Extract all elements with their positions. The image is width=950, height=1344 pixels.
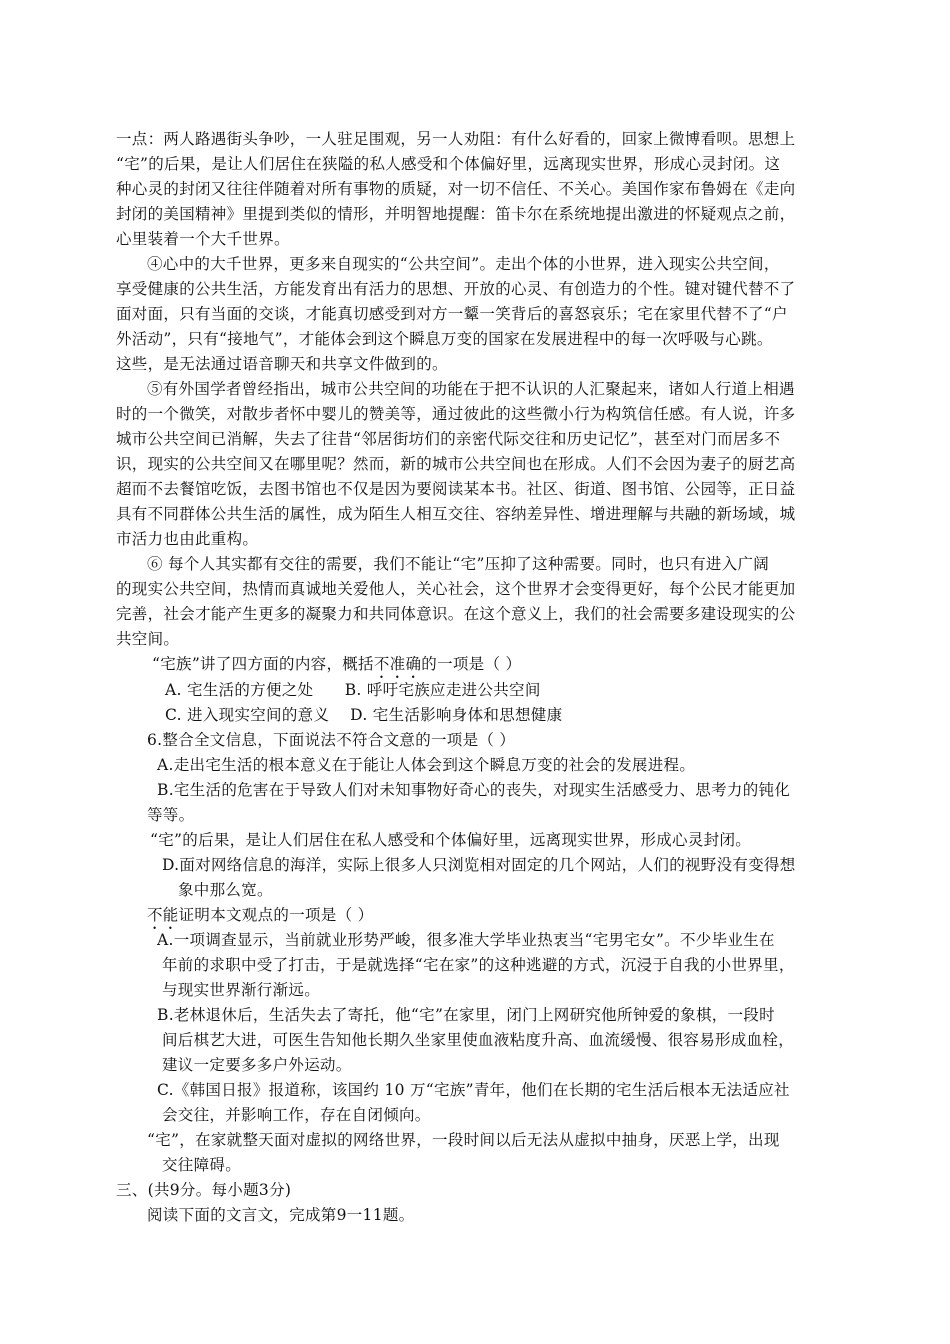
- question-6-option-c: “宅”的后果，是让人们居住在私人感受和个体偏好里，远离现实世界，形成心灵封闭。: [150, 831, 752, 849]
- question-7-option-a-cont: 与现实世界渐行渐远。: [162, 981, 321, 999]
- paragraph-line: ⑥ 每个人其实都有交往的需要，我们不能让“宅”压抑了这种需要。同时，也只有进入广阔: [147, 555, 770, 573]
- paragraph-line: 面对面，只有当面的交谈，才能真切感受到对方一颦一笑背后的喜怒哀乐；宅在家里代替不了“户: [116, 305, 788, 323]
- question-7-option-c: C.《韩国日报》报道称，该国约 10 万“宅族”青年，他们在长期的宅生活后根本无法适应社: [157, 1081, 790, 1099]
- paragraph-line: “宅”的后果，是让人们居住在狭隘的私人感受和个体偏好里，远离现实世界，形成心灵封闭。这: [116, 155, 781, 173]
- paragraph-line: ⑤有外国学者曾经指出，城市公共空间的功能在于把不认识的人汇聚起来，诸如人行道上相遇: [147, 380, 795, 398]
- question-6-option-a: A.走出宅生活的根本意义在于能让人体会到这个瞬息万变的社会的发展进程。: [157, 756, 696, 774]
- question-7-option-b-cont: 建议一定要多多户外运动。: [162, 1056, 352, 1074]
- question-7-option-c-cont: 会交往，并影响工作，存在自闭倾向。: [162, 1106, 431, 1124]
- question-6-option-d-cont: 象中那么宽。: [178, 881, 273, 899]
- question-7-option-b-cont: 间后棋艺大进，可医生告知他长期久坐家里使血液粘度升高、血流缓慢、很容易形成血栓，: [162, 1031, 795, 1049]
- paragraph-line: 超而不去餐馆吃饭，去图书馆也不仅是因为要阅读某本书。社区、街道、图书馆、公园等，正日益: [116, 480, 796, 498]
- paragraph-line: 具有不同群体公共生活的属性，成为陌生人相互交往、容纳差异性、增进理解与共融的新场域，城: [116, 505, 796, 523]
- question-7-option-d: “宅”，在家就整天面对虚拟的网络世界，一段时间以后无法从虚拟中抽身，厌恶上学，出现: [147, 1131, 780, 1149]
- paragraph-line: 完善，社会才能产生更多的凝聚力和共同体意识。在这个意义上，我们的社会需要多建设现实的公: [116, 605, 796, 623]
- section-heading: 三、(共9分。每小题3分): [116, 1181, 292, 1199]
- paragraph-line: 外活动”，只有“接地气”，才能体会到这个瞬息万变的国家在发展进程中的每一次呼吸与心跳。: [116, 330, 773, 348]
- section-instruction: 阅读下面的文言文，完成第9一11题。: [147, 1206, 415, 1224]
- question-6-stem: 6.整合全文信息，下面说法不符合文意的一项是（ ）: [147, 731, 516, 749]
- emphasis-text: 不准确: [373, 655, 422, 673]
- question-7-option-d-cont: 交往障碍。: [162, 1156, 242, 1174]
- question-7-option-a: A.一项调查显示，当前就业形势严峻，很多准大学毕业热衷当“宅男宅女”。不少毕业生在: [157, 931, 775, 949]
- paragraph-line: 一点：两人路遇街头争吵，一人驻足围观，另一人劝阻：有什么好看的，回家上微博看呗。思想上: [116, 130, 796, 148]
- paragraph-line: 心里装着一个大千世界。: [116, 230, 290, 248]
- question-7-option-a-cont: 年前的求职中受了打击，于是就选择“宅在家”的这种逃避的方式，沉浸于自我的小世界里，: [162, 956, 795, 974]
- paragraph-line: 封闭的美国精神》里提到类似的情形，并明智地提醒：笛卡尔在系统地提出激进的怀疑观点之前，: [116, 205, 796, 223]
- paragraph-line: 种心灵的封闭又往往伴随着对所有事物的质疑，对一切不信任、不关心。美国作家布鲁姆在《走向: [116, 180, 796, 198]
- question-7-option-b: B.老林退休后，生活失去了寄托，他“宅”在家里，闭门上网研究他所钟爱的象棋，一段时: [157, 1006, 775, 1024]
- paragraph-line: 识，现实的公共空间又在哪里呢？然而，新的城市公共空间也在形成。人们不会因为妻子的厨艺高: [116, 455, 796, 473]
- emphasis-text: 不能: [147, 906, 179, 924]
- question-5-stem: “宅族”讲了四方面的内容，概括不准确的一项是（ ）: [152, 655, 522, 673]
- paragraph-line: 时的一个微笑，对散步者怀中婴儿的赞美等，通过彼此的这些微小行为构筑信任感。有人说，许多: [116, 405, 796, 423]
- question-6-option-d: D.面对网络信息的海洋，实际上很多人只浏览相对固定的几个网站，人们的视野没有变得想: [162, 856, 796, 874]
- question-5-options-row: A. 宅生活的方便之处 B. 呼吁宅族应走进公共空间: [165, 681, 541, 699]
- question-6-option-b-cont: 等等。: [147, 806, 195, 824]
- paragraph-line: 市活力也由此重构。: [116, 530, 259, 548]
- paragraph-line: 城市公共空间已消解，失去了往昔“邻居街坊们的亲密代际交往和历史记忆”，甚至对门而居多不: [116, 430, 781, 448]
- paragraph-line: ④心中的大千世界，更多来自现实的“公共空间”。走出个体的小世界，进入现实公共空间，: [147, 255, 780, 273]
- question-6-option-b: B.宅生活的危害在于导致人们对未知事物好奇心的丧失，对现实生活感受力、思考力的钝化: [157, 781, 791, 799]
- paragraph-line: 这些，是无法通过语音聊天和共享文件做到的。: [116, 355, 448, 373]
- paragraph-line: 共空间。: [116, 630, 180, 648]
- question-7-stem: 不能证明本文观点的一项是（ ）: [147, 906, 374, 924]
- paragraph-line: 享受健康的公共生活，方能发育出有活力的思想、开放的心灵、有创造力的个性。键对键代替不了: [116, 280, 796, 298]
- question-5-options-row: C. 进入现实空间的意义 D. 宅生活影响身体和思想健康: [165, 706, 563, 724]
- paragraph-line: 的现实公共空间，热情而真诚地关爱他人，关心社会，这个世界才会变得更好，每个公民才能更加: [116, 580, 796, 598]
